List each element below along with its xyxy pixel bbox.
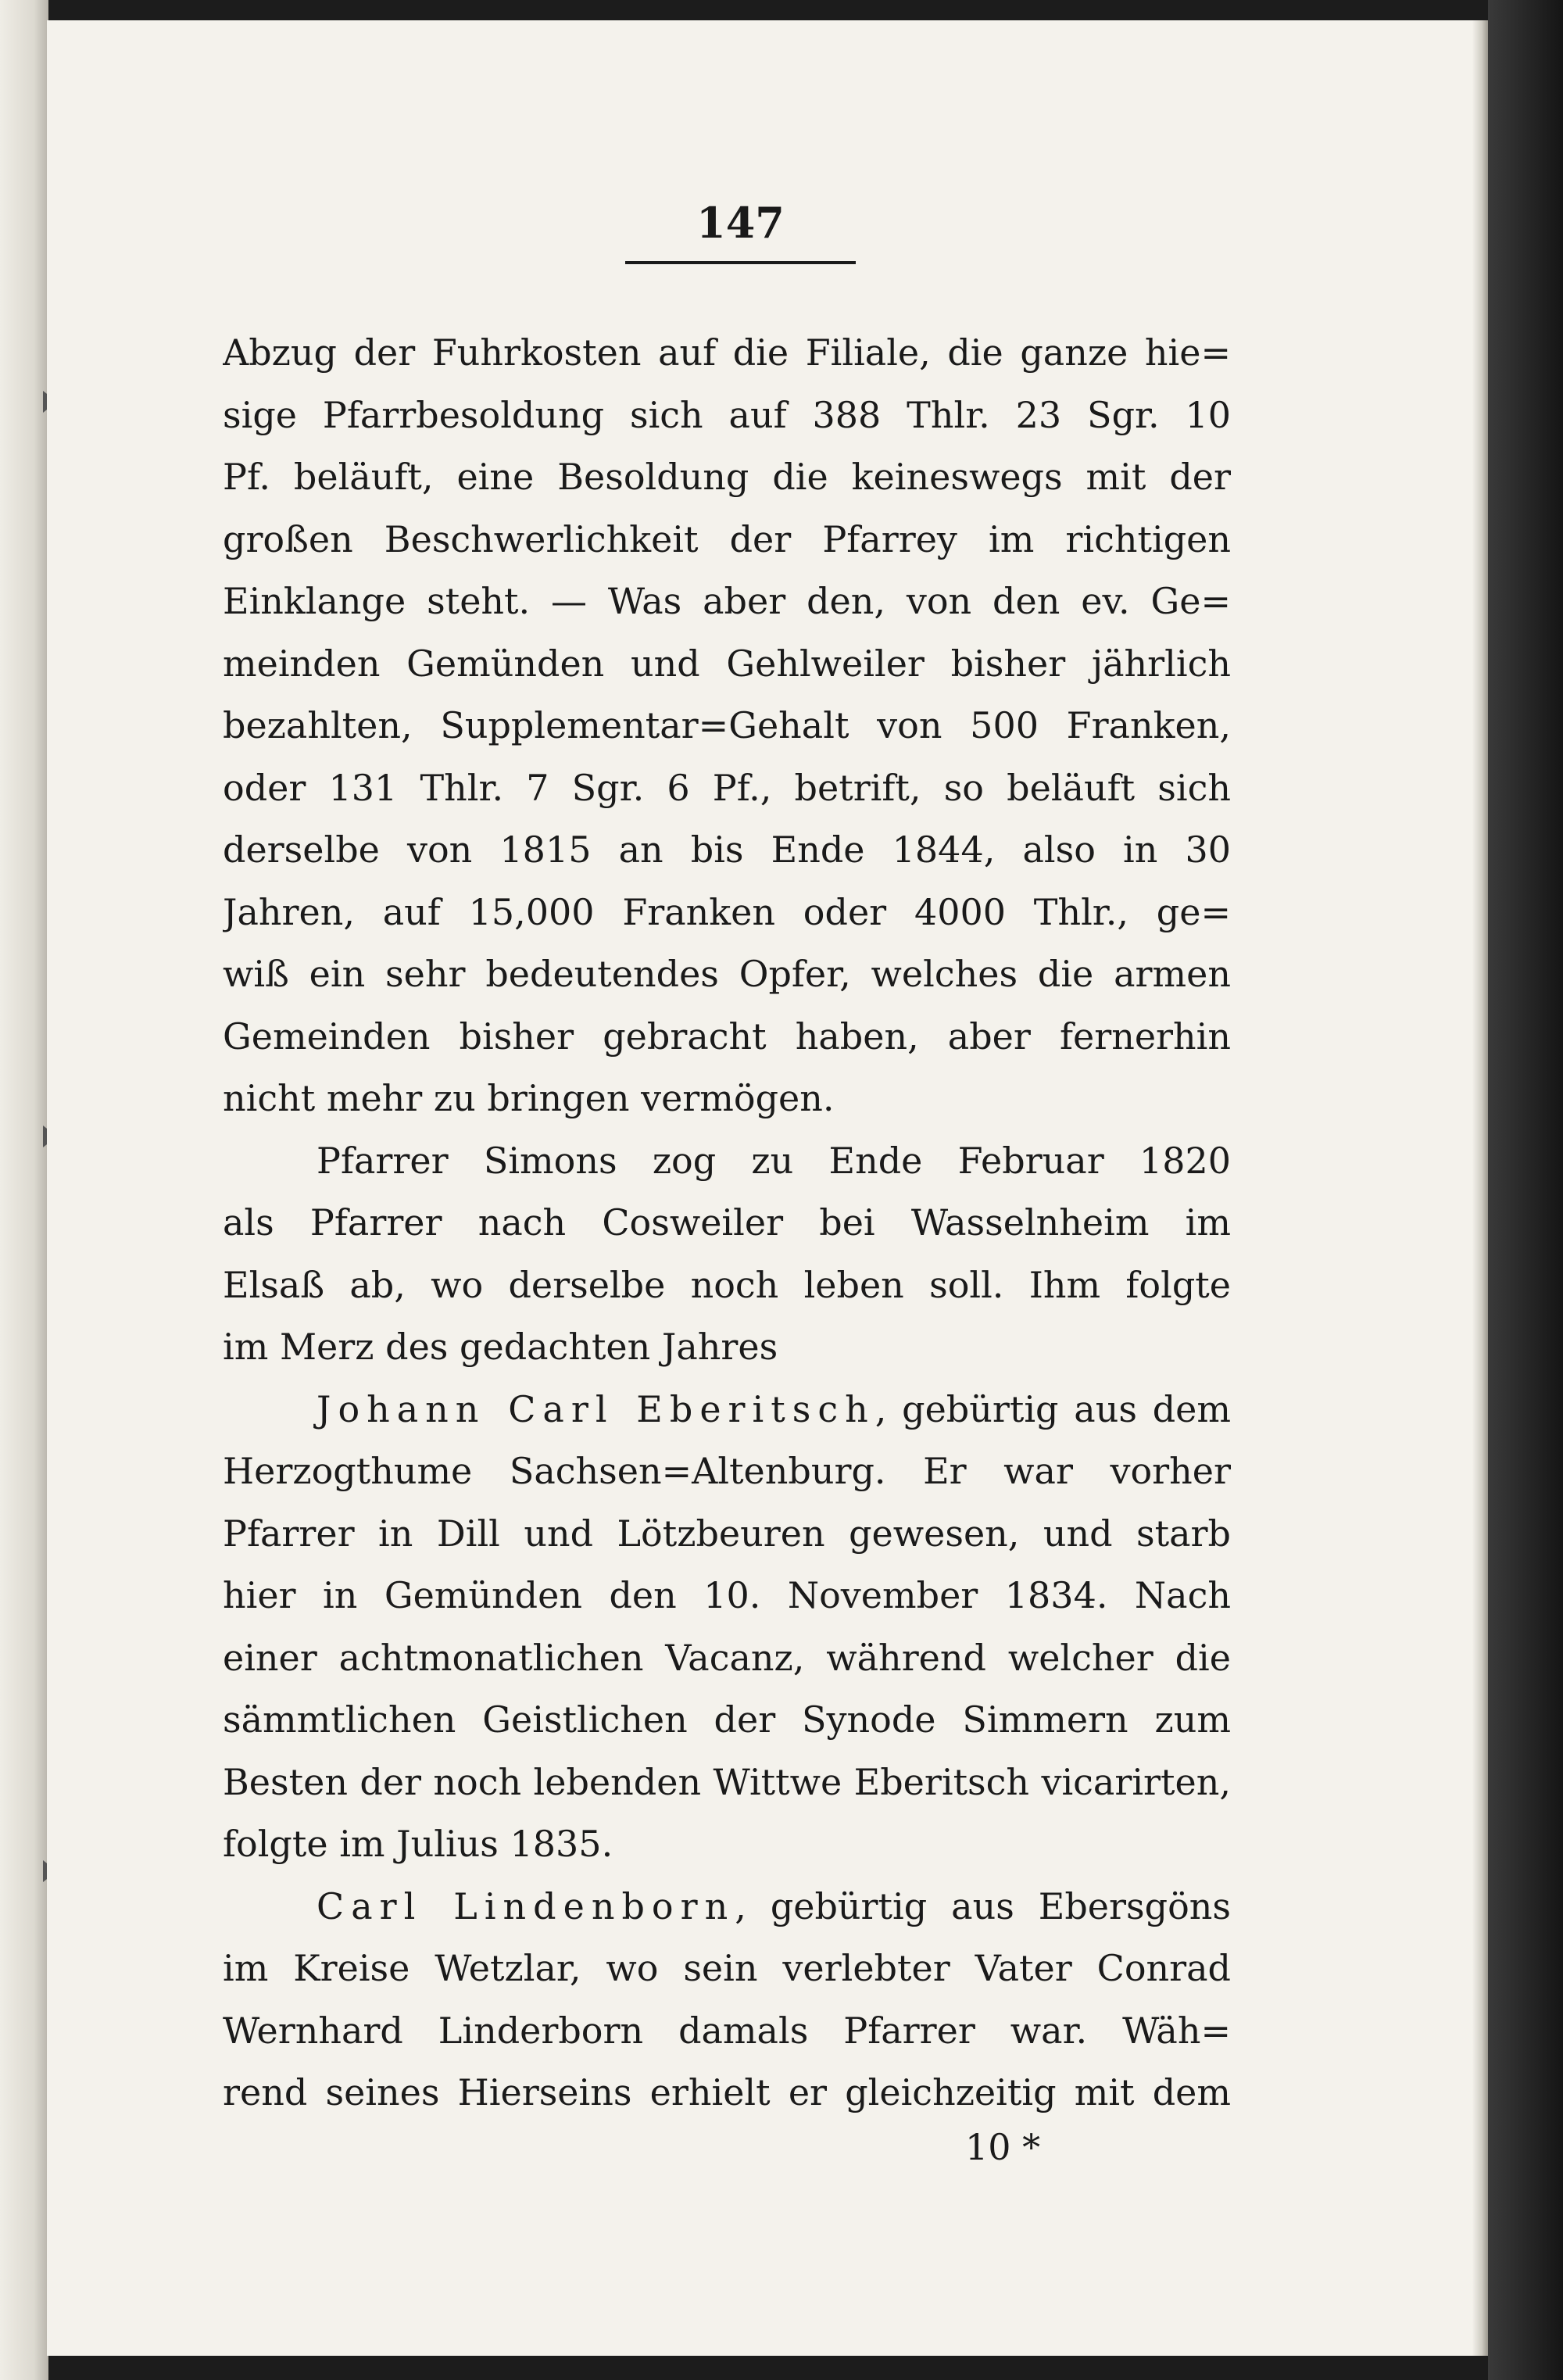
paragraph xyxy=(223,1130,1231,1379)
text-line: rend seines Hierseins erhielt er gleichzeitig mit dem xyxy=(223,2071,1231,2113)
text-line: Pfarrer in Dill und Lötzbeuren gewesen, und starb xyxy=(223,1512,1231,1555)
paragraph xyxy=(223,1876,1231,2124)
signature-mark: 10 * xyxy=(965,2126,1041,2168)
text-line: als Pfarrer nach Cosweiler bei Wasselnheim im xyxy=(223,1201,1231,1244)
text-line: Pfarrer Simons zog zu Ende Februar 1820 xyxy=(317,1139,1231,1182)
text-line: sige Pfarrbesoldung sich auf 388 Thlr. 23 Sgr. 10 xyxy=(223,393,1231,436)
page-header xyxy=(625,195,856,264)
text-line: Pf. beläuft, eine Besoldung die keineswegs mit der xyxy=(223,456,1231,498)
book-cover-edge xyxy=(1488,0,1563,2380)
person-name: Johann Carl Eberitsch xyxy=(317,1387,875,1430)
text-line: oder 131 Thlr. 7 Sgr. 6 Pf., betrift, so beläuft sich xyxy=(223,766,1231,809)
text-line: im Merz des gedachten Jahres xyxy=(223,1326,778,1368)
text-line: hier in Gemünden den 10. November 1834. Nach xyxy=(223,1574,1231,1616)
text-line: nicht mehr zu bringen vermögen. xyxy=(223,1077,835,1119)
page-edge xyxy=(1472,20,1488,2356)
paragraph xyxy=(223,322,1231,1130)
text-span: , gebürtig aus Ebersgöns xyxy=(735,1884,1231,1927)
text-line: großen Beschwerlichkeit der Pfarrey im richtigen xyxy=(223,517,1231,560)
text-line: Gemeinden bisher gebracht haben, aber fernerhin xyxy=(223,1015,1231,1058)
text-line: bezahlten, Supplementar=Gehalt von 500 Franken, xyxy=(223,704,1231,746)
text-line: wiß ein sehr bedeutendes Opfer, welches die armen xyxy=(223,953,1231,995)
header-rule xyxy=(625,261,856,264)
text-line: derselbe von 1815 an bis Ende 1844, also in 30 xyxy=(223,829,1231,871)
binding-left xyxy=(0,0,48,2380)
text-line xyxy=(223,1379,1231,1441)
text-span: , gebürtig aus dem xyxy=(874,1387,1231,1430)
text-line: Herzogthume Sachsen=Altenburg. Er war vorher xyxy=(223,1450,1231,1492)
person-name: Carl Lindenborn xyxy=(317,1884,735,1927)
text-line: Elsaß ab, wo derselbe noch leben soll. Ihm folgte xyxy=(223,1263,1231,1306)
text-line: Einklange steht. — Was aber den, von den ev. Ge= xyxy=(223,580,1231,622)
text-line xyxy=(223,1876,1231,1938)
paragraph xyxy=(223,1379,1231,1876)
text-line: Jahren, auf 15,000 Franken oder 4000 Thlr., ge= xyxy=(223,890,1231,933)
text-line: meinden Gemünden und Gehlweiler bisher jährlich xyxy=(223,642,1231,685)
text-line: folgte im Julius 1835. xyxy=(223,1823,613,1865)
page-number: 147 xyxy=(696,198,785,248)
text-line: im Kreise Wetzlar, wo sein verlebter Vater Conrad xyxy=(223,1947,1231,1989)
body-text xyxy=(223,322,1231,2124)
text-line: einer achtmonatlichen Vacanz, während welcher die xyxy=(223,1636,1231,1679)
text-line: Wernhard Linderborn damals Pfarrer war. Wäh= xyxy=(223,2009,1231,2052)
text-line: Besten der noch lebenden Wittwe Eberitsch vicarirten, xyxy=(223,1760,1231,1803)
text-line: sämmtlichen Geistlichen der Synode Simmern zum xyxy=(223,1698,1231,1741)
text-line: Abzug der Fuhrkosten auf die Filiale, die ganze hie= xyxy=(223,331,1231,374)
